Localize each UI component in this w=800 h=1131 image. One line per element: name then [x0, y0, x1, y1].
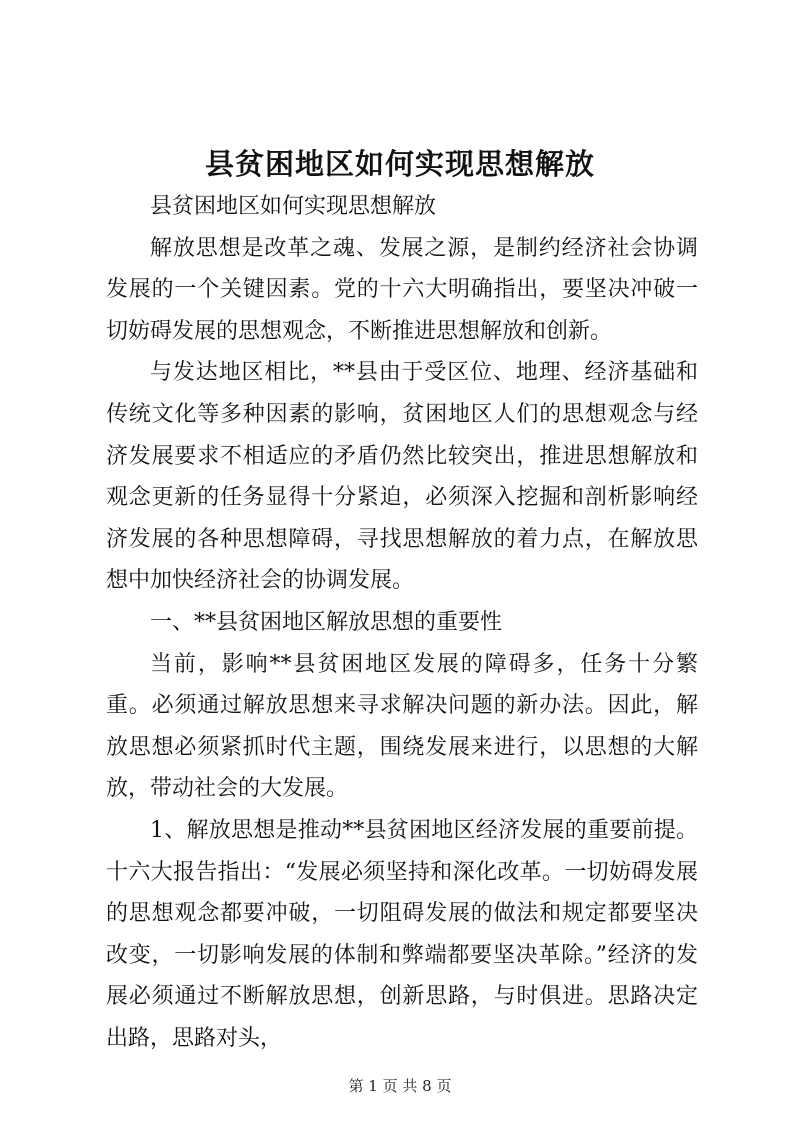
paragraph-intro: 解放思想是改革之魂、发展之源，是制约经济社会协调发展的一个关键因素。党的十六大明确指出，要坚决冲破一切妨碍发展的思想观念，不断推进思想解放和创新。: [106, 235, 698, 344]
paragraph-current-situation: 当前，影响**县贫困地区发展的障碍多，任务十分繁重。必须通过解放思想来寻求解决问题的新办法。因此，解放思想必须紧抓时代主题，围绕发展来进行，以思想的大解放，带动社会的大发展。: [106, 651, 698, 802]
paragraph-comparison: 与发达地区相比，**县由于受区位、地理、经济基础和传统文化等多种因素的影响，贫困地区人们的思想观念与经济发展要求不相适应的矛盾仍然比较突出，推进思想解放和观念更新的任务显得十分紧迫，必须深入挖掘和剖析影响经济发展的各种思想障碍，寻找思想解放的着力点，在解放思想中加快经济社会的协调发展。: [106, 360, 698, 594]
page-title: 县贫困地区如何实现思想解放: [204, 147, 595, 181]
document-body: [106, 186, 698, 1059]
section-heading-importance: 一、**县贫困地区解放思想的重要性: [150, 609, 503, 635]
paragraph-point-one: 1、解放思想是推动**县贫困地区经济发展的重要前提。十六大报告指出：“发展必须坚持和深化改革。一切妨碍发展的思想观念都要冲破，一切阻碍发展的做法和规定都要坚决改变，一切影响发展的体制和弊端都要坚决革除。”经济的发展必须通过不断解放思想，创新思路，与时俱进。思路决定出路，思路对头，: [106, 817, 698, 1051]
page-number-footer: 第 1 页 共 8 页: [348, 1077, 452, 1095]
paragraph-subtitle: 县贫困地区如何实现思想解放: [150, 194, 437, 219]
